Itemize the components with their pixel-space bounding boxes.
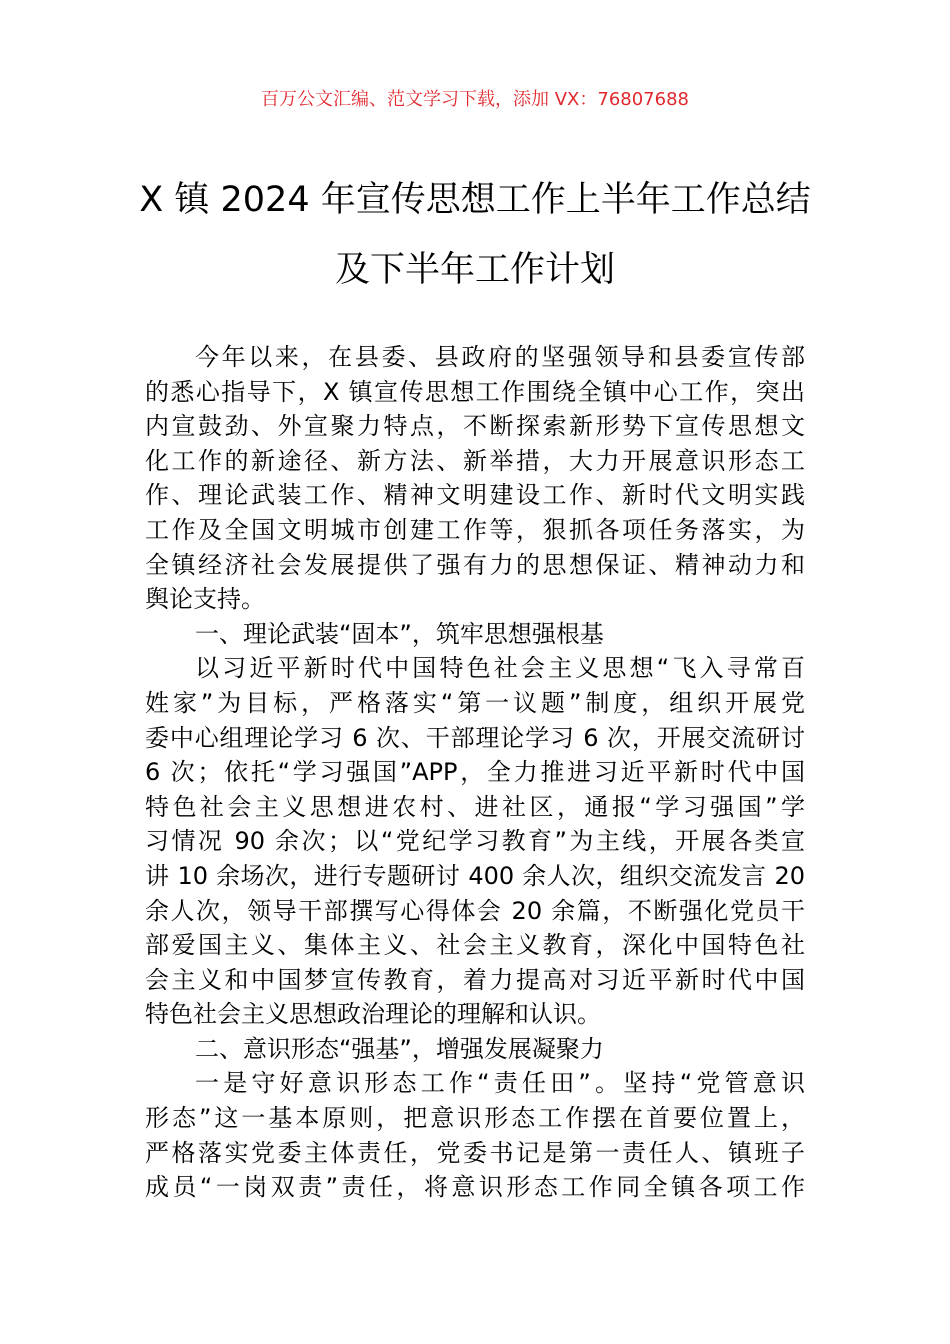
- text-line: 今年以来，在县委、县政府的坚强领导和县委宣传部: [195, 343, 805, 371]
- text-line: 形态”这一基本原则，把意识形态工作摆在首要位置上，: [145, 1104, 805, 1133]
- text-line: 舆论支持。: [145, 585, 265, 614]
- text-line: 全镇经济社会发展提供了强有力的思想保证、精神动力和: [145, 550, 805, 579]
- text-line: 特色社会主义思想政治理论的理解和认识。: [145, 1000, 601, 1029]
- text-line: 部爱国主义、集体主义、社会主义教育，深化中国特色社: [145, 931, 805, 960]
- document-body: [145, 340, 805, 1205]
- text-line: 内宣鼓劲、外宣聚力特点，不断探索新形势下宣传思想文: [145, 412, 805, 441]
- watermark-text: 百万公文汇编、范文学习下载，添加 VX：76807688: [261, 89, 689, 110]
- section-heading: [145, 1032, 805, 1067]
- text-line: 会主义和中国梦宣传教育，着力提高对习近平新时代中国: [145, 965, 805, 994]
- text-line: 作、理论武装工作、精神文明建设工作、新时代文明实践: [145, 481, 805, 510]
- text-line: 化工作的新途径、新方法、新举措，大力开展意识形态工: [145, 446, 805, 475]
- document-title-line-2: 及下半年工作计划: [334, 250, 615, 290]
- text-line: 讲 10 余场次，进行专题研讨 400 余人次，组织交流发言 20: [145, 861, 805, 890]
- text-line: 工作及全国文明城市创建工作等，狠抓各项任务落实，为: [145, 515, 805, 544]
- paragraph: [145, 1066, 805, 1204]
- text-line: 严格落实党委主体责任，党委书记是第一责任人、镇班子: [145, 1138, 805, 1167]
- text-line: 二、意识形态“强基”，增强发展凝聚力: [195, 1034, 604, 1063]
- document-title-line-1: X 镇 2024 年宣传思想工作上半年工作总结: [139, 180, 811, 220]
- paragraph: [145, 340, 805, 617]
- text-line: 委中心组理论学习 6 次、干部理论学习 6 次，开展交流研讨: [145, 723, 805, 752]
- text-line: 的悉心指导下，X 镇宣传思想工作围绕全镇中心工作，突出: [145, 377, 805, 406]
- text-line: 特色社会主义思想进农村、进社区，通报“学习强国”学: [145, 792, 805, 821]
- text-line: 余人次，领导干部撰写心得体会 20 余篇，不断强化党员干: [145, 896, 805, 925]
- text-line: 习情况 90 余次；以“党纪学习教育”为主线，开展各类宣: [145, 827, 805, 856]
- section-heading: [145, 617, 805, 652]
- text-line: 一、理论武装“固本”，筑牢思想强根基: [195, 619, 604, 648]
- text-line: 6 次；依托“学习强国”APP，全力推进习近平新时代中国: [145, 758, 805, 787]
- text-line: 成员“一岗双责”责任，将意识形态工作同全镇各项工作: [145, 1173, 805, 1202]
- text-line: 一是守好意识形态工作“责任田”。坚持“党管意识: [195, 1069, 805, 1098]
- text-line: 以习近平新时代中国特色社会主义思想“飞入寻常百: [195, 654, 805, 683]
- paragraph: [145, 651, 805, 1032]
- text-line: 姓家”为目标，严格落实“第一议题”制度，组织开展党: [145, 688, 805, 717]
